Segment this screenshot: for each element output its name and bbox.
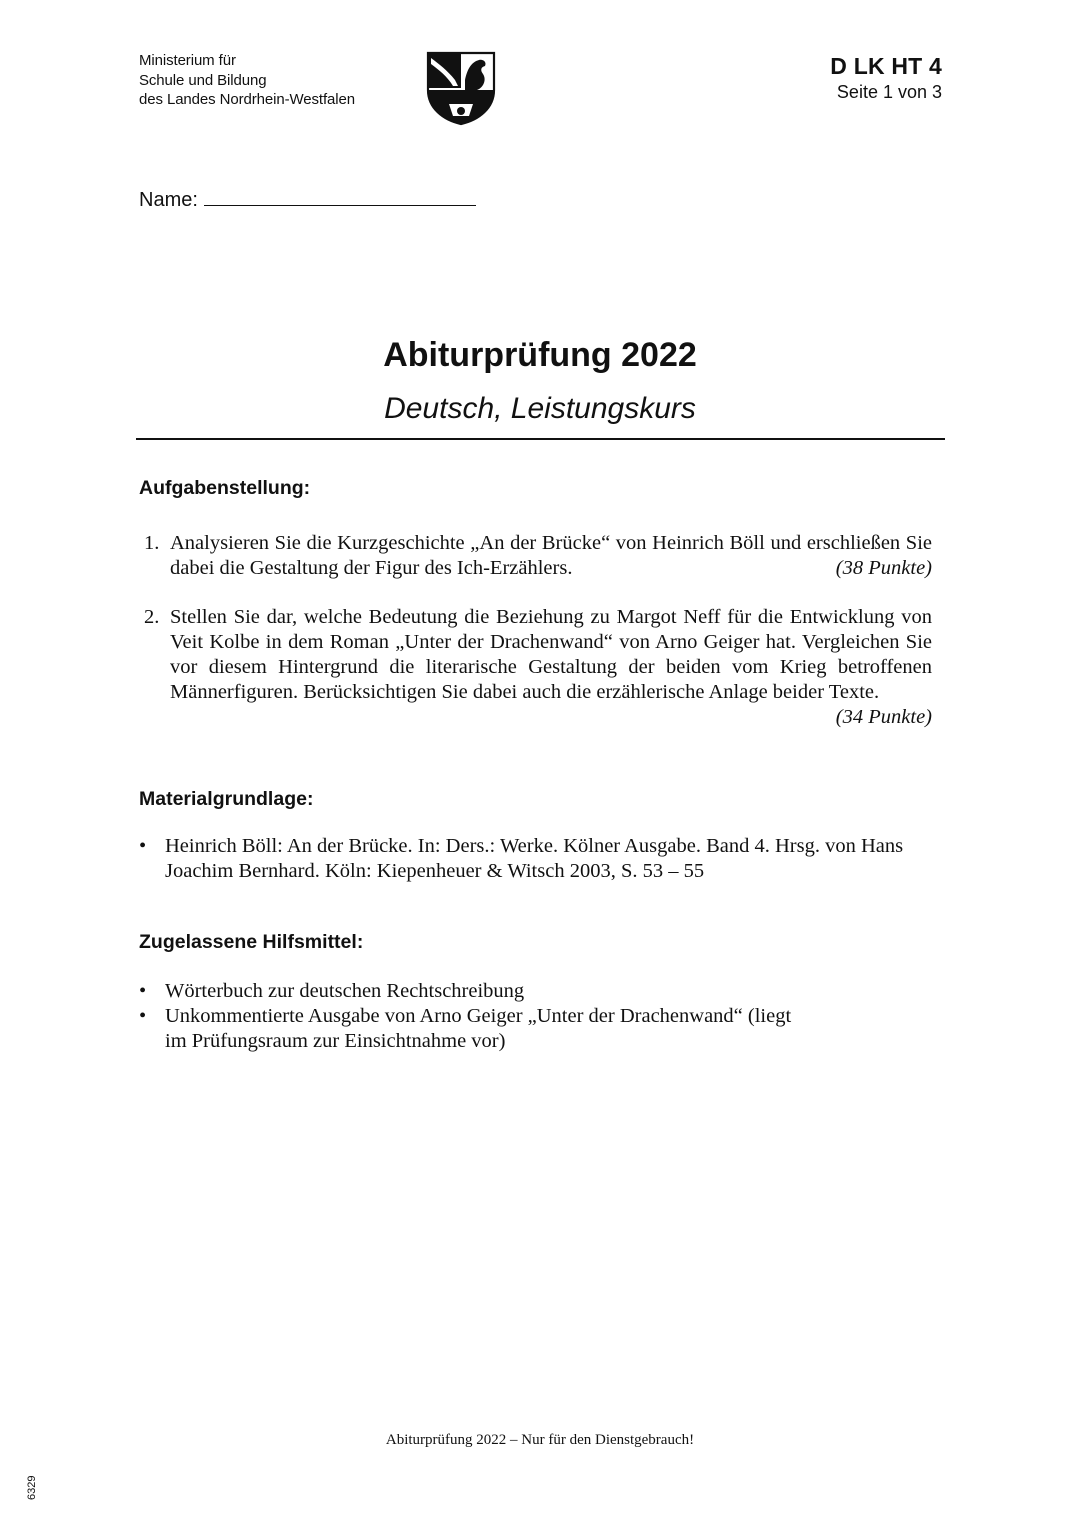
task-item [139, 605, 932, 730]
name-label: Name: [139, 189, 198, 211]
name-blank-line [204, 186, 476, 206]
list-item [139, 979, 944, 1004]
side-print-code: 6329 [26, 1475, 38, 1500]
bullet-icon: • [139, 980, 147, 1002]
list-item [139, 1004, 805, 1054]
tasks-heading: Aufgabenstellung: [139, 477, 311, 499]
bullet-icon: • [139, 1005, 147, 1027]
aids-list [139, 979, 944, 1054]
task-number: 2. [144, 606, 160, 628]
material-heading: Materialgrundlage: [139, 788, 314, 810]
aid-text: Wörterbuch zur deutschen Rechtschreibung [165, 980, 525, 1002]
task-text: Stellen Sie dar, welche Bedeutung die Beziehung zu Margot Neff für die Entwicklung von Veit Kolbe in dem Roman „Unter der Drachenwand“ von Arno Geiger hat. Vergleichen Sie vor diesem Hintergrund die literarische Gestaltung der beiden vom Krieg betroffenen Männerfiguren. Berücksichtigen Sie dabei auch die erzählerische Anlage beider Texte. [170, 606, 932, 703]
nrw-coat-of-arms-icon [425, 50, 497, 126]
document-code: D LK HT 4 [830, 53, 942, 79]
page-title: Abiturprüfung 2022 [383, 336, 697, 374]
ministry-name [139, 51, 355, 110]
material-list [139, 834, 944, 884]
page-footer: Abiturprüfung 2022 – Nur für den Dienstgebrauch! [385, 1432, 695, 1448]
list-item [139, 834, 944, 884]
material-text: Heinrich Böll: An der Brücke. In: Ders.: Werke. Kölner Ausgabe. Band 4. Hrsg. von Hans Joachim Bernhard. Köln: Kiepenheuer & Witsch 2003, S. 53 – 55 [165, 835, 904, 882]
ministry-line-1: Ministerium für [139, 52, 236, 69]
task-points: (38 Punkte) [835, 557, 932, 579]
page-subtitle: Deutsch, Leistungskurs [384, 392, 696, 425]
ministry-line-2: Schule und Bildung [139, 71, 267, 89]
page-number: Seite 1 von 3 [836, 82, 942, 102]
aid-text: Unkommentierte Ausgabe von Arno Geiger „Unter der Drachenwand“ (liegt im Prüfungsraum zur Einsichtnahme vor) [165, 1005, 792, 1052]
title-divider [136, 438, 945, 440]
aids-heading: Zugelassene Hilfsmittel: [139, 931, 364, 953]
task-text: Analysieren Sie die Kurzgeschichte „An der Brücke“ von Heinrich Böll und erschließen Sie dabei die Gestaltung der Figur des Ich-Erzählers. [170, 532, 932, 579]
task-item [139, 531, 932, 581]
name-field [139, 186, 476, 212]
ministry-line-3: des Landes Nordrhein-Westfalen [139, 91, 356, 108]
task-points: (34 Punkte) [835, 706, 932, 728]
task-number: 1. [144, 532, 160, 554]
bullet-icon: • [139, 835, 147, 857]
